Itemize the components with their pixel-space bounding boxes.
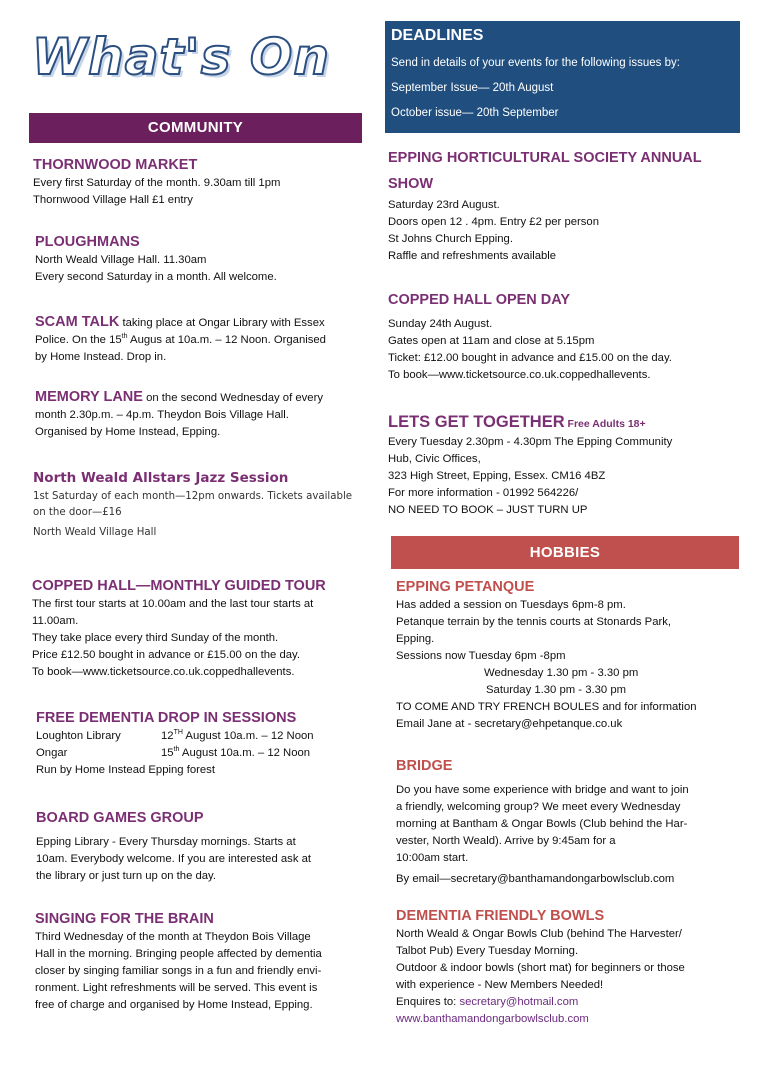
horticultural-line: St Johns Church Epping. — [388, 233, 513, 245]
petanque-line: Email Jane at - secretary@ehpetanque.co.uk — [396, 718, 623, 730]
bowls-line: Enquires to: — [396, 996, 460, 1008]
board-games-line: 10am. Everybody welcome. If you are interested ask at — [36, 853, 312, 865]
bridge-line: a friendly, welcoming group? We meet every Wednesday — [396, 801, 681, 813]
scam-line: Police. On the 15 — [35, 334, 122, 346]
petanque-section — [396, 577, 746, 733]
open-day-heading: COPPED HALL OPEN DAY — [388, 292, 571, 308]
bowls-email-link[interactable]: secretary@hotmail.com — [459, 996, 579, 1008]
allstars-line: North Weald Village Hall — [33, 527, 157, 538]
drop-date: August 10a.m. – 12 Noon — [182, 730, 314, 742]
open-day-line: Ticket: £12.00 bought in advance and £15.00 on the day. — [388, 352, 672, 364]
dementia-drop-heading: FREE DEMENTIA DROP IN SESSIONS — [36, 710, 297, 726]
board-games-line: the library or just turn up on the day. — [36, 870, 217, 882]
horticultural-line: Saturday 23rd August. — [388, 199, 500, 211]
allstars-line: 1st Saturday of each month—12pm onwards. Tickets available — [33, 491, 353, 502]
bowls-website-link[interactable]: www.banthamandongarbowlsclub.com — [396, 1013, 589, 1025]
dementia-drop-section — [36, 708, 381, 779]
thornwood-market-section — [33, 155, 378, 209]
memory-line: Organised by Home Instead, Epping. — [35, 426, 221, 438]
together-line: For more information - 01992 564226/ — [388, 487, 579, 499]
deadlines-intro: Send in details of your events for the following issues by: — [391, 57, 680, 69]
thornwood-heading: THORNWOOD MARKET — [33, 157, 198, 173]
memory-heading: MEMORY LANE — [35, 389, 143, 405]
horticultural-line: Doors open 12 . 4pm. Entry £2 per person — [388, 216, 599, 228]
open-day-line: Sunday 24th August. — [388, 318, 493, 330]
drop-place: Ongar — [36, 747, 68, 759]
drop-date: 15 — [161, 747, 174, 759]
petanque-line: Epping. — [396, 633, 435, 645]
community-banner: COMMUNITY — [29, 113, 362, 143]
open-day-section — [388, 290, 733, 384]
drop-sup: TH — [173, 729, 183, 737]
copped-tour-line: They take place every third Sunday of the month. — [32, 632, 279, 644]
bowls-section — [396, 906, 746, 1028]
bowls-line: Talbot Pub) Every Tuesday Morning. — [396, 945, 579, 957]
petanque-line: Petanque terrain by the tennis courts at Stonards Park, — [396, 616, 672, 628]
bridge-line: vester, North Weald). Arrive by 9:45am for a — [396, 835, 616, 847]
bridge-line: Do you have some experience with bridge and want to join — [396, 784, 689, 796]
singing-line: closer by singing familiar songs in a fun and friendly envi- — [35, 965, 322, 977]
hobbies-banner: HOBBIES — [391, 536, 739, 569]
singing-line: free of charge and organised by Home Instead, Epping. — [35, 999, 313, 1011]
allstars-heading: North Weald Allstars Jazz Session — [33, 470, 289, 486]
together-heading: LETS GET TOGETHER — [388, 413, 565, 431]
deadlines-heading: DEADLINES — [391, 27, 484, 44]
singing-line: ronment. Light refreshments will be served. This event is — [35, 982, 318, 994]
singing-heading: SINGING FOR THE BRAIN — [35, 911, 214, 927]
ploughmans-line: North Weald Village Hall. 11.30am — [35, 254, 207, 266]
memory-lane-section — [35, 387, 380, 441]
deadlines-box — [385, 21, 740, 133]
bowls-line: Outdoor & indoor bowls (short mat) for beginners or those — [396, 962, 685, 974]
bowls-line: North Weald & Ongar Bowls Club (behind The Harvester/ — [396, 928, 682, 940]
deadline-october: October issue— 20th September — [391, 107, 559, 119]
horticultural-line: Raffle and refreshments available — [388, 250, 557, 262]
ploughmans-line: Every second Saturday in a month. All welcome. — [35, 271, 277, 283]
horticultural-section — [388, 145, 748, 265]
scam-talk-section — [35, 312, 380, 366]
singing-section — [35, 909, 380, 1014]
ploughmans-section — [35, 232, 380, 286]
bowls-line: with experience - New Members Needed! — [396, 979, 604, 991]
together-line: 323 High Street, Epping, Essex. CM16 4BZ — [388, 470, 606, 482]
drop-date: August 10a.m. – 12 Noon — [179, 747, 311, 759]
singing-line: Hall in the morning. Bringing people affected by dementia — [35, 948, 322, 960]
memory-line: month 2.30p.m. – 4p.m. Theydon Bois Village Hall. — [35, 409, 289, 421]
drop-place: Loughton Library — [36, 730, 121, 742]
petanque-line: Saturday 1.30 pm - 3.30 pm — [486, 684, 627, 696]
together-line: Hub, Civic Offices, — [388, 453, 481, 465]
copped-tour-section — [32, 576, 377, 681]
scam-lead: taking place at Ongar Library with Essex — [119, 317, 325, 329]
open-day-line: Gates open at 11am and close at 5.15pm — [388, 335, 595, 347]
scam-heading: SCAM TALK — [35, 314, 120, 330]
bridge-email: By email—secretary@banthamandongarbowlsclub.com — [396, 873, 675, 885]
copped-tour-line: 11.00am. — [32, 615, 79, 627]
scam-sup: th — [121, 333, 128, 341]
open-day-line: To book—www.ticketsource.co.uk.coppedhallevents. — [388, 369, 651, 381]
together-line: Every Tuesday 2.30pm - 4.30pm The Epping Community — [388, 436, 673, 448]
bowls-heading: DEMENTIA FRIENDLY BOWLS — [396, 908, 605, 924]
copped-tour-line: Price £12.50 bought in advance or £15.00 on the day. — [32, 649, 300, 661]
horticultural-heading: EPPING HORTICULTURAL SOCIETY ANNUAL — [388, 150, 702, 166]
drop-sup: th — [173, 746, 180, 754]
together-line: NO NEED TO BOOK – JUST TURN UP — [388, 504, 588, 516]
scam-line: Augus at 10a.m. – 12 Noon. Organised — [127, 334, 326, 346]
scam-line: by Home Instead. Drop in. — [35, 351, 167, 363]
bridge-heading: BRIDGE — [396, 758, 453, 774]
petanque-line: Has added a session on Tuesdays 6pm-8 pm. — [396, 599, 626, 611]
petanque-line: Sessions now Tuesday 6pm -8pm — [396, 650, 566, 662]
copped-tour-line: The first tour starts at 10.00am and the last tour starts at — [32, 598, 314, 610]
page-title: What's On — [32, 28, 330, 86]
bridge-line: 10:00am start. — [396, 852, 469, 864]
board-games-line: Epping Library - Every Thursday mornings. Starts at — [36, 836, 296, 848]
together-tag: Free Adults 18+ — [564, 418, 646, 430]
thornwood-line: Every first Saturday of the month. 9.30am till 1pm — [33, 177, 281, 189]
petanque-line: Wednesday 1.30 pm - 3.30 pm — [484, 667, 639, 679]
petanque-heading: EPPING PETANQUE — [396, 579, 535, 595]
board-games-heading: BOARD GAMES GROUP — [36, 810, 204, 826]
dementia-drop-table — [36, 728, 381, 762]
dementia-drop-line: Run by Home Instead Epping forest — [36, 764, 215, 776]
allstars-section — [33, 467, 378, 541]
copped-tour-line: To book—www.ticketsource.co.uk.coppedhallevents. — [32, 666, 295, 678]
allstars-line: on the door—£16 — [33, 507, 122, 518]
bridge-section — [396, 756, 746, 888]
copped-tour-heading: COPPED HALL—MONTHLY GUIDED TOUR — [32, 578, 326, 594]
horticultural-heading: SHOW — [388, 176, 434, 192]
memory-lead: on the second Wednesday of every — [142, 392, 323, 404]
singing-line: Third Wednesday of the month at Theydon Bois Village — [35, 931, 311, 943]
lets-get-together-section — [388, 412, 748, 519]
bridge-line: morning at Bantham & Ongar Bowls (Club behind the Har- — [396, 818, 688, 830]
petanque-line: TO COME AND TRY FRENCH BOULES and for information — [396, 701, 697, 713]
board-games-section — [36, 808, 381, 885]
thornwood-line: Thornwood Village Hall £1 entry — [33, 194, 193, 206]
deadline-september: September Issue— 20th August — [391, 82, 554, 94]
ploughmans-heading: PLOUGHMANS — [35, 234, 140, 250]
drop-date: 12 — [161, 730, 174, 742]
